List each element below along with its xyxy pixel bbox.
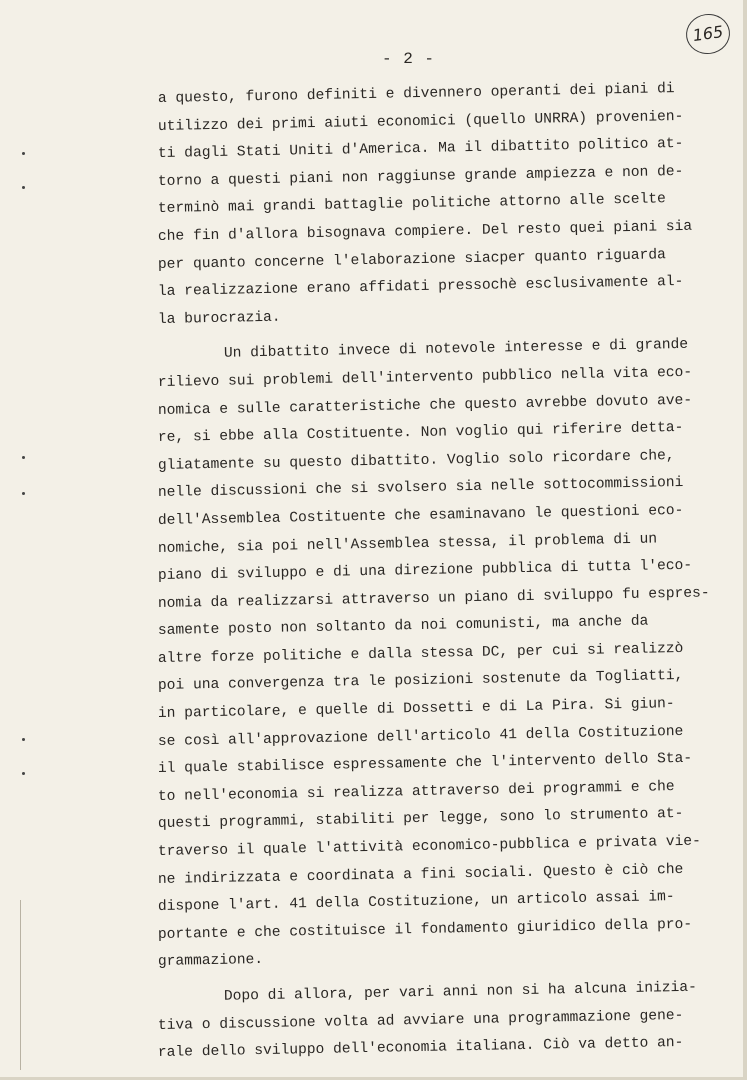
text-line: piano di sviluppo e di una direzione pubblica di tutta l'eco- xyxy=(157,557,693,585)
text-line: poi una convergenza tra le posizioni sostenute da Togliatti, xyxy=(157,668,684,695)
text-line: nomiche, sia poi nell'Assemblea stessa, il problema di un xyxy=(157,530,658,557)
text-line: nomia da realizzarsi attraverso un piano di sviluppo fu espres- xyxy=(157,585,710,612)
page-number: - 2 - xyxy=(382,50,436,68)
text-line: torno a questi piani non raggiunse grande ampiezza e non de- xyxy=(157,163,684,190)
text-line: la burocrazia. xyxy=(157,309,281,328)
text-line: se così all'approvazione dell'articolo 41 della Costituzione xyxy=(157,723,684,750)
text-line: altre forze politiche e dalla stessa DC, per cui si realizzò xyxy=(157,640,684,667)
text-line: questi programmi, stabiliti per legge, sono lo strumento at- xyxy=(157,806,684,833)
margin-mark xyxy=(22,772,25,775)
text-line: dispone l'art. 41 della Costituzione, un articolo assai im- xyxy=(157,889,675,916)
paragraph-2 xyxy=(157,337,718,977)
text-line: nomica e sulle caratteristiche che questo avrebbe dovuto ave- xyxy=(157,392,693,419)
text-line: in particolare, e quelle di Dossetti e di La Pira. Si giun- xyxy=(157,696,675,723)
paragraph-3 xyxy=(157,979,718,1068)
text-line: a questo, furono definiti e divennero operanti dei piani di xyxy=(157,81,675,107)
paragraph-1 xyxy=(157,81,718,334)
text-line: la realizzazione erano affidati pressochè esclusivamente al- xyxy=(157,274,684,301)
text-line: nelle discussioni che si svolsero sia nelle sottocommissioni xyxy=(157,475,684,502)
text-line: per quanto concerne l'elaborazione siacper quanto riguarda xyxy=(157,246,666,273)
margin-mark xyxy=(22,456,25,459)
text-line: terminò mai grandi battaglie politiche attorno alle scelte xyxy=(157,191,666,218)
text-line: traverso il quale l'attività economico-pubblica e privata vie- xyxy=(157,833,702,861)
margin-mark xyxy=(22,738,25,741)
text-line: samente posto non soltanto da noi comunisti, ma anche da xyxy=(157,613,649,640)
text-line: grammazione. xyxy=(157,952,264,971)
text-line: tiva o discussione volta ad avviare una programmazione gene- xyxy=(157,1007,684,1034)
archive-page-stamp: 165 xyxy=(683,11,732,57)
text-line: che fin d'allora bisognava compiere. Del resto quei piani sia xyxy=(157,218,693,245)
text-line: utilizzo dei primi aiuti economici (quello UNRRA) provenien- xyxy=(157,108,684,135)
binder-edge xyxy=(20,900,21,1070)
text-line: to nell'economia si realizza attraverso dei programmi e che xyxy=(157,778,675,805)
text-line: rilievo sui problemi dell'intervento pubblico nella vita eco- xyxy=(157,364,693,391)
text-line: dell'Assemblea Costituente che esaminavano le questioni eco- xyxy=(157,502,684,529)
margin-mark xyxy=(22,152,25,155)
text-line: il quale stabilisce espressamente che l'intervento dello Sta- xyxy=(157,750,693,778)
text-line: gliatamente su questo dibattito. Voglio solo ricordare che, xyxy=(157,447,675,474)
text-line: Un dibattito invece di notevole interesse e di grande xyxy=(223,337,689,363)
text-line: ti dagli Stati Uniti d'America. Ma il dibattito politico at- xyxy=(157,136,684,163)
margin-mark xyxy=(22,492,25,495)
body-text xyxy=(157,81,718,1068)
margin-mark xyxy=(22,186,25,189)
text-line: portante e che costituisce il fondamento giuridico della pro- xyxy=(157,916,693,943)
text-line: rale dello sviluppo dell'economia italiana. Ciò va detto an- xyxy=(157,1035,684,1062)
text-line: re, si ebbe alla Costituente. Non voglio qui riferire detta- xyxy=(157,420,684,447)
text-line: ne indirizzata e coordinata a fini sociali. Questo è ciò che xyxy=(157,861,684,888)
text-line: Dopo di allora, per vari anni non si ha alcuna inizia- xyxy=(223,979,697,1005)
